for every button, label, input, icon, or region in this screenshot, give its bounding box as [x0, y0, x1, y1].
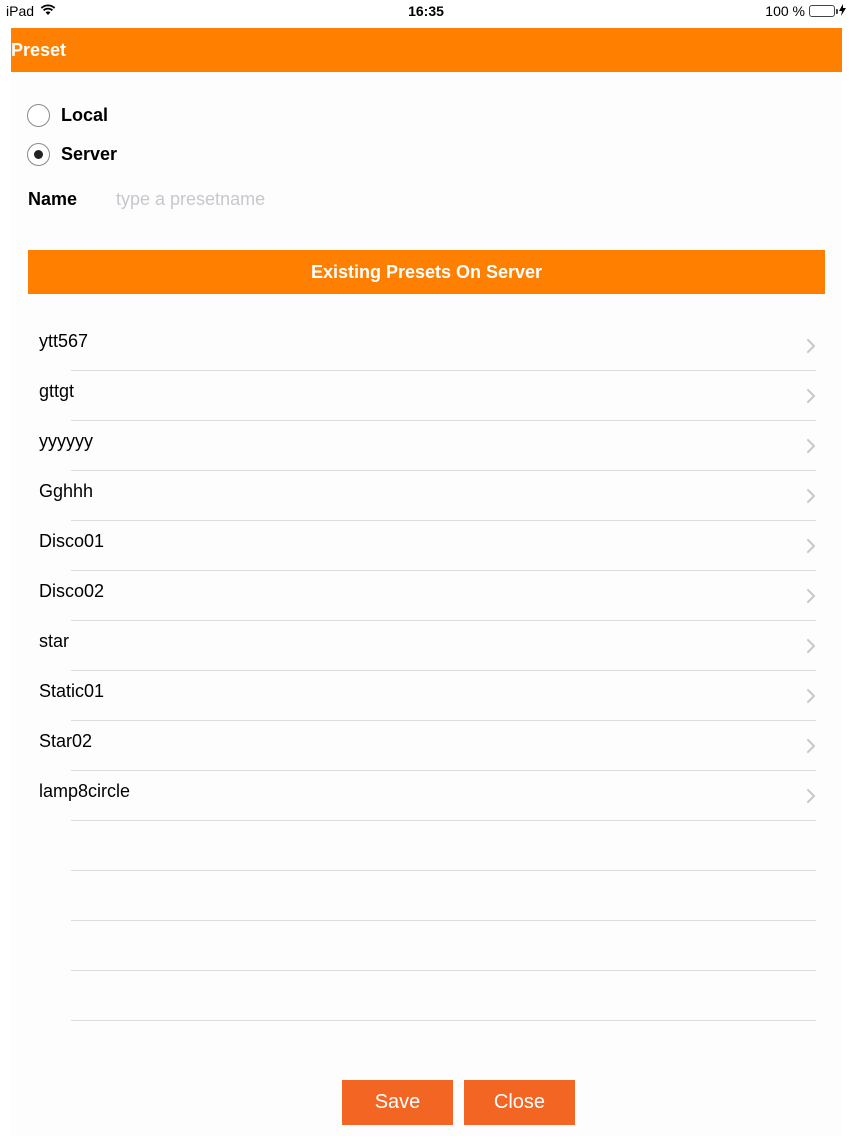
- preset-row[interactable]: [28, 371, 825, 421]
- chevron-right-icon: [805, 688, 817, 704]
- battery-icon: [809, 5, 835, 17]
- status-time: 16:35: [408, 3, 444, 19]
- row-separator: [71, 1020, 816, 1021]
- name-label: Name: [28, 189, 78, 209]
- chevron-right-icon: [805, 338, 817, 354]
- chevron-right-icon: [805, 488, 817, 504]
- empty-row: [28, 821, 825, 871]
- device-label: iPad: [6, 3, 35, 19]
- preset-row[interactable]: [28, 521, 825, 571]
- chevron-right-icon: [805, 788, 817, 804]
- radio-server-label: Server: [61, 144, 118, 164]
- chevron-right-icon: [805, 538, 817, 554]
- title-bar: [11, 28, 842, 72]
- status-right: [765, 3, 846, 19]
- preset-name: ytt567: [39, 331, 89, 351]
- preset-name: Disco02: [39, 581, 105, 601]
- preset-name: yyyyyy: [39, 431, 93, 451]
- preset-row[interactable]: [28, 571, 825, 621]
- preset-name: Static01: [39, 681, 105, 701]
- preset-name: lamp8circle: [39, 781, 131, 801]
- radio-local-label: Local: [61, 105, 109, 125]
- preset-row[interactable]: [28, 471, 825, 521]
- preset-row[interactable]: [28, 671, 825, 721]
- close-button[interactable]: Close: [464, 1080, 575, 1125]
- preset-row[interactable]: [28, 721, 825, 771]
- page-title: Preset: [11, 39, 67, 60]
- chevron-right-icon: [805, 438, 817, 454]
- preset-name-input[interactable]: [110, 184, 510, 214]
- preset-row[interactable]: [28, 621, 825, 671]
- status-bar: [0, 0, 852, 24]
- battery-percent: 100 %: [765, 3, 805, 19]
- preset-row[interactable]: [28, 421, 825, 471]
- preset-name: star: [39, 631, 70, 651]
- preset-row[interactable]: [28, 321, 825, 371]
- preset-name: Star02: [39, 731, 93, 751]
- save-button[interactable]: Save: [342, 1080, 453, 1125]
- chevron-right-icon: [805, 588, 817, 604]
- preset-name: Gghhh: [39, 481, 94, 501]
- empty-row: [28, 921, 825, 971]
- radio-unselected-icon[interactable]: [27, 104, 50, 127]
- chevron-right-icon: [805, 388, 817, 404]
- charging-icon: [839, 3, 846, 19]
- preset-name: Disco01: [39, 531, 105, 551]
- chevron-right-icon: [805, 638, 817, 654]
- preset-row[interactable]: [28, 771, 825, 821]
- radio-local[interactable]: [27, 104, 108, 127]
- preset-list: [28, 321, 825, 1021]
- chevron-right-icon: [805, 738, 817, 754]
- preset-name: gttgt: [39, 381, 75, 401]
- radio-selected-icon[interactable]: [27, 143, 50, 166]
- empty-row: [28, 971, 825, 1021]
- section-header-label: Existing Presets On Server: [310, 261, 543, 282]
- radio-server[interactable]: [27, 143, 117, 166]
- section-header: [28, 250, 825, 294]
- empty-row: [28, 871, 825, 921]
